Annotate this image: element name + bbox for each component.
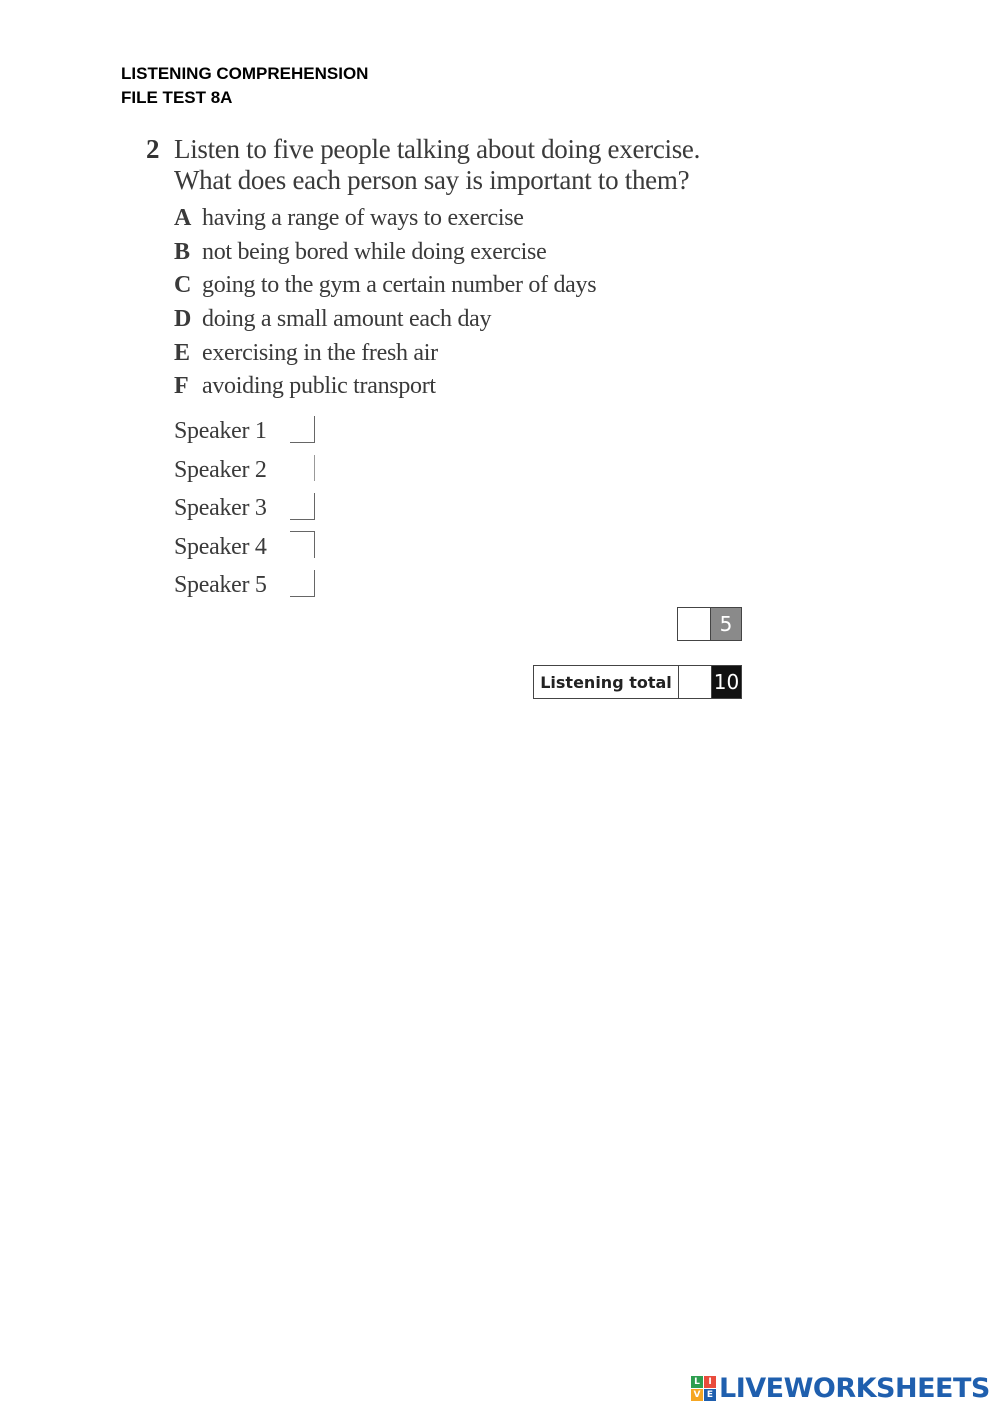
speaker-5-answer-box[interactable] bbox=[290, 570, 315, 597]
speaker-3-answer-box[interactable] bbox=[290, 493, 315, 520]
section-score-input[interactable] bbox=[678, 608, 711, 640]
option-text: having a range of ways to exercise bbox=[202, 205, 524, 231]
logo-grid-icon bbox=[691, 1376, 716, 1401]
logo-text: LIVEWORKSHEETS bbox=[719, 1372, 990, 1404]
option-d bbox=[174, 304, 491, 334]
option-e bbox=[174, 338, 438, 368]
option-text: exercising in the fresh air bbox=[202, 340, 438, 366]
listening-total-max: 10 bbox=[712, 666, 741, 698]
option-letter: D bbox=[174, 306, 192, 332]
question-text bbox=[174, 134, 700, 196]
speaker-4-answer-box[interactable] bbox=[290, 531, 315, 558]
option-letter: F bbox=[174, 373, 189, 399]
listening-total-label: Listening total bbox=[534, 666, 679, 698]
section-score-box bbox=[677, 607, 742, 641]
option-text: not being bored while doing exercise bbox=[202, 239, 547, 265]
speaker-1-label: Speaker 1 bbox=[174, 418, 267, 444]
option-letter: C bbox=[174, 272, 192, 298]
document-header bbox=[121, 62, 368, 110]
speaker-2-answer-box[interactable] bbox=[290, 455, 315, 481]
logo-tile-l: L bbox=[691, 1376, 703, 1388]
option-b bbox=[174, 237, 546, 267]
option-letter: B bbox=[174, 239, 190, 265]
header-line-2: FILE TEST 8A bbox=[121, 88, 233, 107]
logo-tile-v: V bbox=[691, 1389, 703, 1401]
option-f bbox=[174, 371, 436, 401]
listening-total-input[interactable] bbox=[679, 666, 712, 698]
option-text: doing a small amount each day bbox=[202, 306, 492, 332]
option-letter: A bbox=[174, 205, 192, 231]
option-text: avoiding public transport bbox=[202, 373, 436, 399]
option-a bbox=[174, 203, 524, 233]
speaker-5-label: Speaker 5 bbox=[174, 572, 267, 598]
section-score-max: 5 bbox=[711, 608, 741, 640]
logo-tile-i: I bbox=[704, 1376, 716, 1388]
speaker-1-answer-box[interactable] bbox=[290, 416, 315, 443]
speaker-3-label: Speaker 3 bbox=[174, 495, 267, 521]
logo-tile-e: E bbox=[704, 1389, 716, 1401]
option-letter: E bbox=[174, 340, 190, 366]
header-line-1: LISTENING COMPREHENSION bbox=[121, 64, 369, 83]
question-line-2: What does each person say is important to them? bbox=[174, 165, 690, 195]
option-text: going to the gym a certain number of days bbox=[202, 272, 597, 298]
speaker-4-label: Speaker 4 bbox=[174, 534, 267, 560]
speaker-2-label: Speaker 2 bbox=[174, 457, 267, 483]
question-line-1: Listen to five people talking about doing exercise. bbox=[174, 134, 701, 164]
question-number: 2 bbox=[146, 134, 160, 164]
option-c bbox=[174, 270, 596, 300]
listening-total-box bbox=[533, 665, 742, 699]
liveworksheets-logo[interactable] bbox=[691, 1372, 990, 1404]
